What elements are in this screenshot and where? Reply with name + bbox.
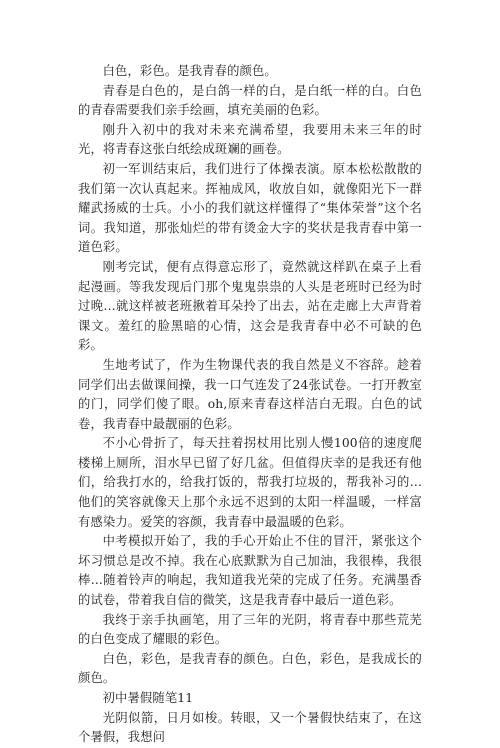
paragraph: 白色，彩色，是我青春的颜色。白色，彩色，是我成长的颜色。 — [78, 651, 422, 686]
paragraph: 光阴似箭，日月如梭。转眼，又一个暑假快结束了，在这个暑假，我想问 — [78, 710, 422, 745]
paragraph: 生地考试了，作为生物课代表的我自然是义不容辞。趁着同学们出去做课间操，我一口气连发了24张试卷。一打开教室的门，同学们傻了眼。oh,原来青春这样洁白无瑕。白色的试卷，我青春中最靓丽的色彩。 — [78, 357, 422, 431]
paragraph: 刚升入初中的我对未来充满希望，我要用未来三年的时光，将青春这张白纸绘成斑斓的画卷。 — [78, 122, 422, 157]
paragraph: 刚考完试，便有点得意忘形了，竟然就这样趴在桌子上看起漫画。等我发现后门那个鬼鬼祟祟的人头是老班时已经为时过晚...就这样被老班揪着耳朵拎了出去，站在走廊上大声背着课文。羞红的脸黑暗的心情，这会是我青春中必不可缺的色彩。 — [78, 259, 422, 353]
document-body — [78, 62, 422, 748]
section-heading: 初中暑假随笔11 — [102, 691, 194, 705]
paragraph: 白色，彩色。是我青春的颜色。 — [102, 64, 277, 78]
paragraph: 青春是白色的，是白鸽一样的白，是白纸一样的白。白色的青春需要我们亲手绘画，填充美丽的色彩。 — [78, 83, 422, 118]
paragraph: 初一军训结束后，我们进行了体操表演。原本松松散散的我们第一次认真起来。挥袖成风，收放自如，就像阳光下一群耀武扬威的士兵。小小的我们就这样懂得了“集体荣誉”这个名词。我知道，那张灿烂的带有烫金大字的奖状是我青春中第一道色彩。 — [78, 161, 422, 255]
paragraph: 不小心骨折了，每天拄着拐杖用比别人慢100倍的速度爬楼梯上厕所，泪水早已留了好几盆。但值得庆幸的是我还有他们，给我打水的，给我打饭的，帮我打垃圾的，帮我补习的...他们的笑容就像天上那个永远不迟到的太阳一样温暖，一样富有感染力。爱笑的容颜，我青春中最温暖的色彩。 — [78, 436, 422, 529]
paragraph: 中考模拟开始了，我的手心开始止不住的冒汗，紧张这个坏习惯总是改不掉。我在心底默默为自己加油，我很棒，我很棒...随着铃声的响起，我知道我光荣的完成了任务。充满墨香的试卷，带着我自信的微笑，这是我青春中最后一道色彩。 — [78, 534, 422, 608]
paragraph: 我终于亲手执画笔，用了三年的光阴，将青春中那些荒芜的白色变成了耀眼的彩色。 — [78, 612, 422, 647]
